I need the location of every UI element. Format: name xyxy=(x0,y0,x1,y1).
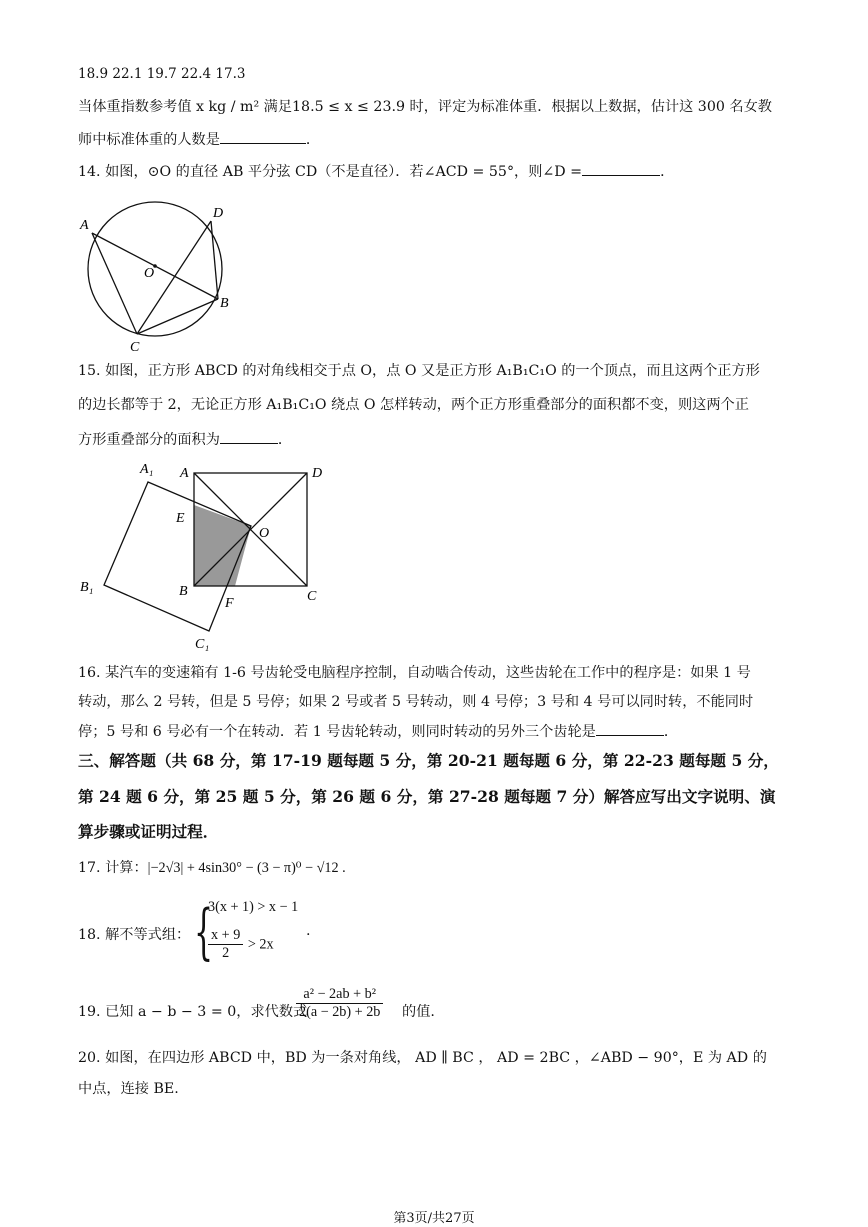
q18-system xyxy=(194,893,334,973)
q20-line1: 20. 如图，在四边形 ABCD 中，BD 为一条对角线， AD ∥ BC ， AD = 2BC ，∠ABD − 90°，E 为 AD 的 xyxy=(78,1050,767,1066)
label-c: C xyxy=(130,340,140,355)
q18-suffix: . xyxy=(306,923,311,939)
label-b1: B₁ xyxy=(80,580,94,595)
q16-line3: 停；5 号和 6 号必有一个在转动．若 1 号齿轮转动，则同时转动的另外三个齿轮是 ． xyxy=(78,721,678,742)
label-b: B xyxy=(220,296,229,311)
inequality-1: 3(x + 1) > x − 1 xyxy=(208,899,299,915)
q17-line: 17. 计算：|−2√3| + 4sin30° − (3 − π)⁰ − √12 . xyxy=(78,860,346,876)
q14-text: 14. 如图，⊙O 的直径 AB 平分弦 CD（不是直径）．若∠ACD = 55°，则∠D = ． xyxy=(78,161,674,182)
section-heading-line1: 三、解答题（共 68 分，第 17-19 题每题 5 分，第 20-21 题每题 6 分，第 22-23 题每题 5 分， xyxy=(78,751,779,770)
section-heading-line3: 算步骤或证明过程． xyxy=(78,822,219,841)
q15-line2: 的边长都等于 2，无论正方形 A₁B₁C₁O 绕点 O 怎样转动，两个正方形重叠部分的面积都不变，则这两个正 xyxy=(78,397,749,413)
q13-line1: 当体重指数参考值 x kg / m² 满足18.5 ≤ x ≤ 23.9 时，评定为标准体重．根据以上数据，估计这 300 名女教 xyxy=(78,99,772,115)
q18-prefix: 18. 解不等式组： xyxy=(78,927,191,943)
q14-circle-figure xyxy=(70,195,250,355)
q19-prefix: 19. 已知 a − b − 3 = 0，求代数式 xyxy=(78,1004,308,1020)
label-a1: A₁ xyxy=(140,462,154,477)
overlap-shaded xyxy=(194,505,251,586)
answer-blank[interactable] xyxy=(220,129,306,144)
label-o: O xyxy=(144,266,155,281)
q16-line1: 16. 某汽车的变速箱有 1-6 号齿轮受电脑程序控制，自动啮合传动，这些齿轮在工作中的程序是：如果 1 号 xyxy=(78,665,751,681)
q20-line2: 中点，连接 BE. xyxy=(78,1081,179,1097)
q15-squares-figure xyxy=(75,455,345,655)
data-values: 18.9 22.1 19.7 22.4 17.3 xyxy=(78,66,246,82)
label-b: B xyxy=(179,584,188,599)
answer-blank[interactable] xyxy=(582,161,660,176)
answer-blank[interactable] xyxy=(596,721,664,736)
label-c: C xyxy=(307,589,317,604)
inequality-2: $\frac{x + 9}{2}$ > 2x xyxy=(208,927,274,962)
q19-suffix: 的值. xyxy=(402,1004,435,1020)
label-d: D xyxy=(312,466,323,481)
label-a: A xyxy=(180,466,189,481)
label-d: D xyxy=(213,206,224,221)
q17-expression: |−2√3| + 4sin30° − (3 − π)⁰ − √12 . xyxy=(147,860,346,876)
q15-line1: 15. 如图，正方形 ABCD 的对角线相交于点 O，点 O 又是正方形 A₁B₁C₁O 的一个顶点，而且这两个正方形 xyxy=(78,363,760,379)
section-heading-line2: 第 24 题 6 分，第 25 题 5 分，第 26 题 6 分，第 27-28 题每题 7 分）解答应写出文字说明、演 xyxy=(78,787,776,806)
label-a: A xyxy=(80,218,89,233)
label-c1: C₁ xyxy=(195,637,210,652)
label-f: F xyxy=(225,596,234,611)
q19-fraction: $\frac{\text{a² − 2ab + b²}}{2(a - 2b) + 2b}$ xyxy=(296,986,383,1021)
q15-line3: 方形重叠部分的面积为 ． xyxy=(78,429,292,450)
page-number: 第3页/共27页 xyxy=(393,1211,475,1226)
left-brace: { xyxy=(194,897,214,967)
q13-line2: 师中标准体重的人数是 ． xyxy=(78,129,320,150)
q16-line2: 转动，那么 2 号转，但是 5 号停；如果 2 号或者 5 号转动，则 4 号停；3 号和 4 号可以同时转，不能同时 xyxy=(78,694,754,710)
answer-blank[interactable] xyxy=(220,429,278,444)
label-e: E xyxy=(176,511,185,526)
label-o: O xyxy=(259,526,270,541)
